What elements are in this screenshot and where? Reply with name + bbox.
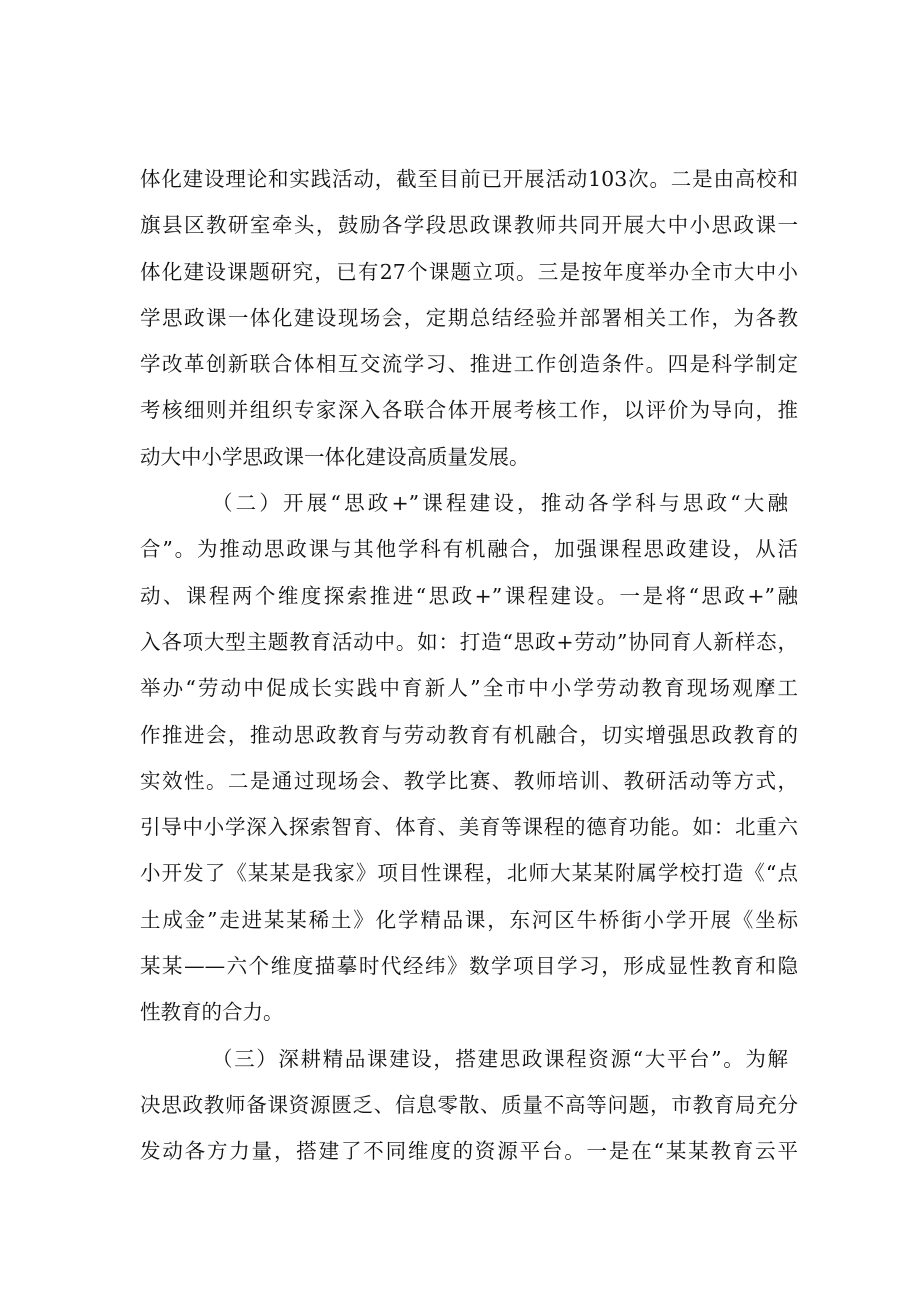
- document-body: [140, 156, 798, 1175]
- text-line: 合”。为推动思政课与其他学科有机融合，加强课程思政建设，从活: [140, 537, 798, 562]
- text-line: 性教育的合力。: [140, 1000, 284, 1025]
- text-line: （二）开展“思政+”课程建设，推动各学科与思政“大融: [212, 491, 788, 516]
- text-line: 某某——六个维度描摹时代经纬》数学项目学习，形成显性教育和隐: [140, 954, 798, 979]
- text-line: 土成金”走进某某稀土》化学精品课，东河区牛桥街小学开展《坐标: [140, 907, 798, 932]
- paragraph-p3: [140, 1036, 798, 1175]
- text-line: 引导中小学深入探索智育、体育、美育等课程的德育功能。如：北重六: [140, 815, 798, 840]
- text-line: 考核细则并组织专家深入各联合体开展考核工作，以评价为导向，推: [140, 398, 798, 423]
- text-line: 动大中小学思政课一体化建设高质量发展。: [140, 444, 530, 469]
- text-line: 小开发了《某某是我家》项目性课程，北师大某某附属学校打造《“点: [140, 861, 798, 886]
- text-line: 举办“劳动中促成长实践中育新人”全市中小学劳动教育现场观摩工: [140, 676, 798, 701]
- text-line: 体化建设课题研究，已有27个课题立项。三是按年度举办全市大中小: [140, 259, 798, 284]
- text-line: 学改革创新联合体相互交流学习、推进工作创造条件。四是科学制定: [140, 352, 798, 377]
- text-line: 实效性。二是通过现场会、教学比赛、教师培训、教研活动等方式，: [140, 768, 798, 793]
- text-line: 发动各方力量，搭建了不同维度的资源平台。一是在“某某教育云平: [140, 1139, 798, 1164]
- paragraph-p2: [140, 480, 798, 1036]
- paragraph-p1: [140, 156, 798, 480]
- text-line: 体化建设理论和实践活动，截至目前已开展活动103次。二是由高校和: [140, 167, 798, 191]
- text-line: 学思政课一体化建设现场会，定期总结经验并部署相关工作，为各教: [140, 305, 798, 330]
- text-line: 动、课程两个维度探索推进“思政+”课程建设。一是将“思政+”融: [140, 583, 798, 608]
- text-line: 作推进会，推动思政教育与劳动教育有机融合，切实增强思政教育的: [140, 722, 798, 747]
- text-line: 旗县区教研室牵头，鼓励各学段思政课教师共同开展大中小思政课一: [140, 213, 798, 238]
- text-line: （三）深耕精品课建设，搭建思政课程资源“大平台”。为解: [212, 1046, 788, 1071]
- text-line: 决思政教师备课资源匮乏、信息零散、质量不高等问题，市教育局充分: [140, 1092, 798, 1117]
- text-line: 入各项大型主题教育活动中。如：打造“思政+劳动”协同育人新样态，: [140, 629, 798, 654]
